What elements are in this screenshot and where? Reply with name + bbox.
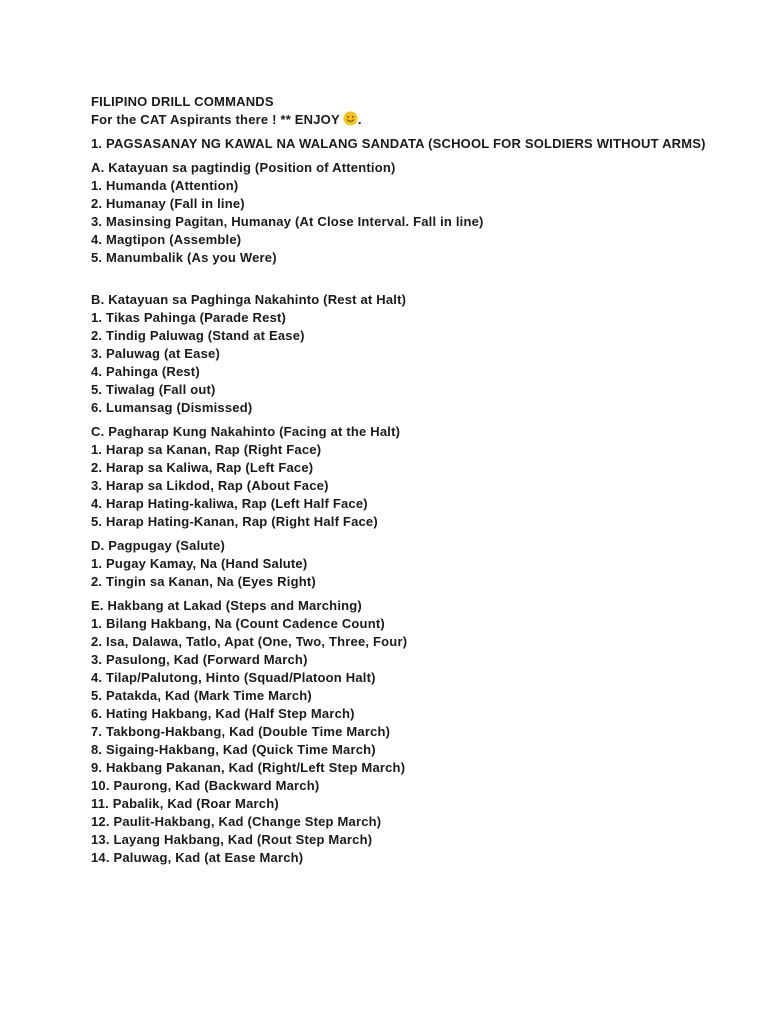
list-item: 1. Harap sa Kanan, Rap (Right Face) [91, 442, 322, 457]
list-item: 8. Sigaing-Hakbang, Kad (Quick Time March) [91, 742, 376, 757]
section-list-d [91, 555, 711, 591]
main-heading: 1. PAGSASANAY NG KAWAL NA WALANG SANDATA (SCHOOL FOR SOLDIERS WITHOUT ARMS) [91, 136, 706, 151]
list-item: 1. Bilang Hakbang, Na (Count Cadence Count) [91, 616, 385, 631]
list-item: 4. Magtipon (Assemble) [91, 232, 242, 247]
list-item: 3. Paluwag (at Ease) [91, 346, 220, 361]
list-item: 5. Patakda, Kad (Mark Time March) [91, 688, 312, 703]
smiley-face-icon [343, 111, 358, 126]
list-item: 3. Masinsing Pagitan, Humanay (At Close Interval. Fall in line) [91, 214, 484, 229]
list-item: 7. Takbong-Hakbang, Kad (Double Time March) [91, 724, 391, 739]
list-item: 10. Paurong, Kad (Backward March) [91, 778, 320, 793]
section-list-e [91, 615, 711, 867]
list-item: 11. Pabalik, Kad (Roar March) [91, 796, 279, 811]
section-list-b [91, 309, 711, 417]
list-item: 3. Harap sa Likdod, Rap (About Face) [91, 478, 329, 493]
list-item: 6. Hating Hakbang, Kad (Half Step March) [91, 706, 355, 721]
list-item: 12. Paulit-Hakbang, Kad (Change Step March) [91, 814, 382, 829]
section-list-a [91, 177, 711, 267]
list-item: 2. Tingin sa Kanan, Na (Eyes Right) [91, 574, 316, 589]
list-item: 4. Pahinga (Rest) [91, 364, 200, 379]
list-item: 4. Tilap/Palutong, Hinto (Squad/Platoon Halt) [91, 670, 376, 685]
section-list-c [91, 441, 711, 531]
section-heading-c: C. Pagharap Kung Nakahinto (Facing at the Halt) [91, 424, 401, 439]
list-item: 2. Isa, Dalawa, Tatlo, Apat (One, Two, Three, Four) [91, 634, 408, 649]
intro-text: For the CAT Aspirants there ! ** ENJOY [91, 112, 340, 127]
list-item: 5. Manumbalik (As you Were) [91, 250, 277, 265]
list-item: 4. Harap Hating-kaliwa, Rap (Left Half Face) [91, 496, 368, 511]
list-item: 2. Humanay (Fall in line) [91, 196, 245, 211]
section-heading-b: B. Katayuan sa Paghinga Nakahinto (Rest at Halt) [91, 292, 407, 307]
list-item: 9. Hakbang Pakanan, Kad (Right/Left Step March) [91, 760, 406, 775]
section-heading-e: E. Hakbang at Lakad (Steps and Marching) [91, 598, 362, 613]
list-item: 13. Layang Hakbang, Kad (Rout Step March) [91, 832, 373, 847]
section-heading-a: A. Katayuan sa pagtindig (Position of Attention) [91, 160, 396, 175]
section-heading-d: D. Pagpugay (Salute) [91, 538, 226, 553]
list-item: 1. Pugay Kamay, Na (Hand Salute) [91, 556, 308, 571]
list-item: 14. Paluwag, Kad (at Ease March) [91, 850, 304, 865]
document-title: FILIPINO DRILL COMMANDS [91, 94, 274, 109]
list-item: 1. Humanda (Attention) [91, 178, 239, 193]
document-page [91, 93, 711, 867]
list-item: 2. Tindig Paluwag (Stand at Ease) [91, 328, 305, 343]
list-item: 5. Tiwalag (Fall out) [91, 382, 216, 397]
list-item: 6. Lumansag (Dismissed) [91, 400, 253, 415]
list-item: 5. Harap Hating-Kanan, Rap (Right Half Face) [91, 514, 378, 529]
intro-trailing: . [357, 112, 362, 127]
list-item: 1. Tikas Pahinga (Parade Rest) [91, 310, 287, 325]
list-item: 2. Harap sa Kaliwa, Rap (Left Face) [91, 460, 314, 475]
list-item: 3. Pasulong, Kad (Forward March) [91, 652, 308, 667]
intro-line [91, 111, 711, 129]
